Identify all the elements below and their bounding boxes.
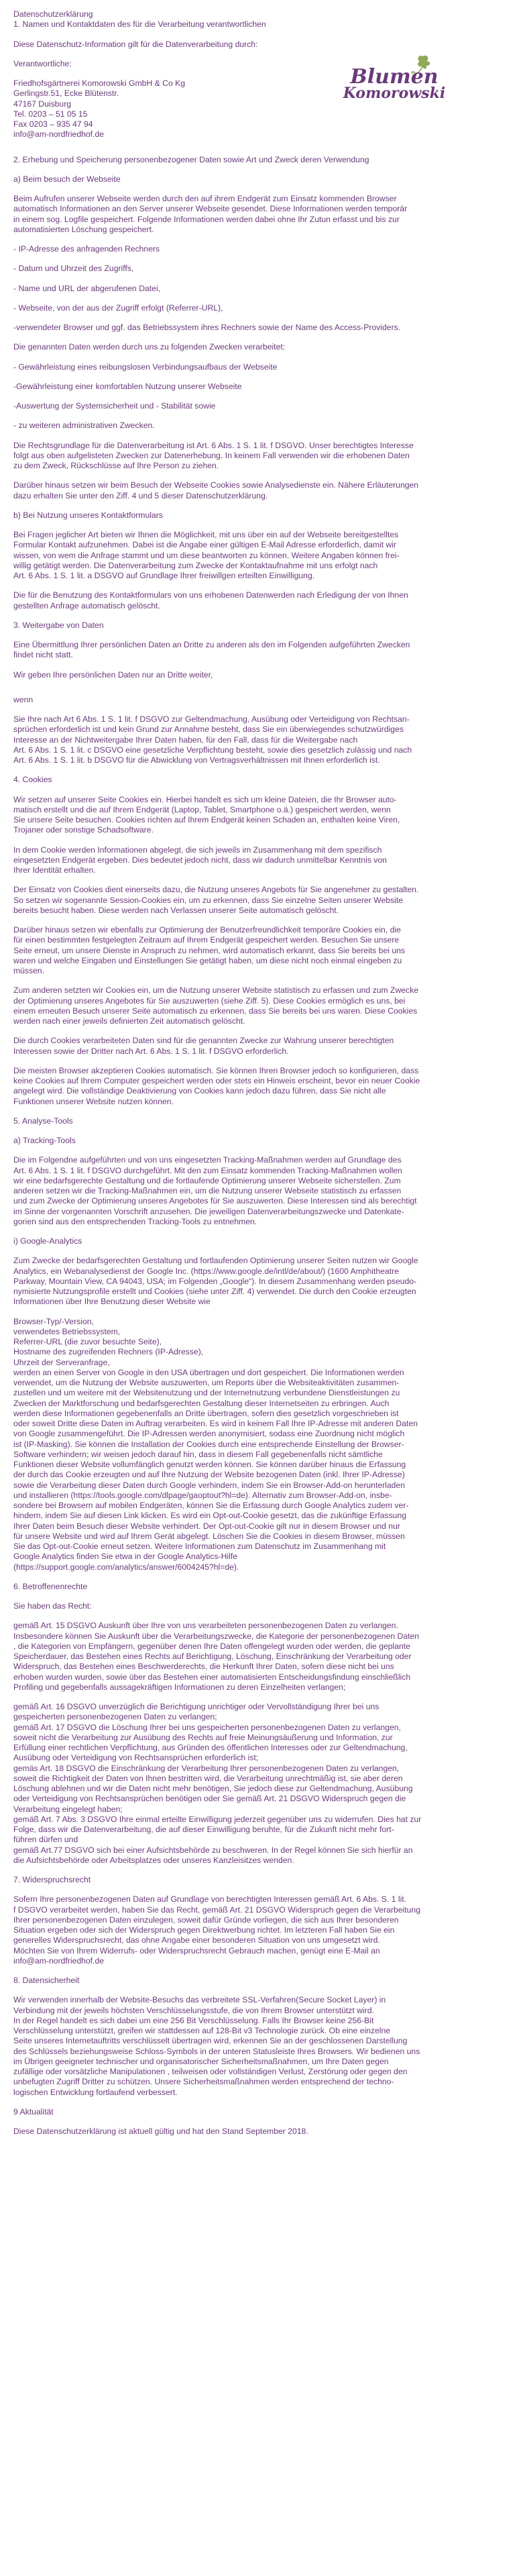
paragraph: Sie Ihre nach Art 6 Abs. 1 S. 1 lit. f DSGVO zur Geltendmachung, Ausübung oder Verteidigung von Rechtsan- sprüchen erforderlich ist und kein Grund zur Annahme besteht, dass Sie ein überwiegendes schutzwürdiges Interesse an der Nichtweitergabe Ihrer Daten haben, für den Fall, dass für die Weitergabe nach Art. 6 Abs. 1 S. 1 lit. c DSGVO eine gesetzliche Verpflichtung besteht, sowie dies gesetzlich zulässig und nach Art. 6 Abs. 1 S. 1 lit. b DSGVO für die Abwicklung von Vertragsverhältnissen mit Ihnen erforderlich ist. — [13, 714, 412, 765]
paragraph: Sofern Ihre personenbezogenen Daten auf Grundlage von berechtigten Interessen gemäß Art. 6 Abs. S. 1 lit. f DSGVO verarbeitet werden, haben Sie das Recht, gemäß Art. 21 DSGVO Widerspruch gegen die Verarbeitung Ihrer personenbezogenen Daten einzulegen, soweit dafür Gründe vorliegen, die sich aus Ihrer besonderen Situation ergeben oder sich der Widerspruch gegen Direktwerbung richtet. Im letzteren Fall haben Sie ein generelles Widerspruchsrecht, das ohne Angabe einer besonderen Situation von uns umgesetzt wird. Möchten Sie von Ihrem Widerrufs- oder Widerspruchsrecht Gebrauch machen, genügt eine E-Mail an info@am-nordfriedhof.de — [13, 1894, 420, 1966]
paragraph: Diese Datenschutzerklärung ist aktuell gültig und hat den Stand September 2018. — [13, 2127, 308, 2136]
paragraph: - Webseite, von der aus der Zugriff erfolgt (Referrer-URL), — [13, 303, 223, 313]
paragraph: 5. Analyse-Tools — [13, 1116, 73, 1126]
paragraph: Wir verwenden innerhalb der Website-Besuchs das verbreitete SSL-Verfahren(Secure Socket Layer) in Verbindung mit der jeweils höchsten Verschlüsselungsstufe, die von Ihrem Browser unterstützt wird. In der Regel handelt es sich dabei um eine 256 Bit Verschlüsselung. Falls Ihr Browser keine 256-Bit Verschlüsselung unterstützt, greifen wir stattdessen auf 128-Bit v3 Technologie zurück. Ob eine einzelne Seite unseres Internetauftritts verschlüsselt übertragen wird, erkennen Sie an der geschlossenen Darstellung des Schlüssels beziehungsweise Schloss-Symbols in der unteren Statusleiste Ihres Browsers. Wir bedienen uns im Übrigen geeigneter technischer und organisatorischer Sicherheitsmaßnahmen, um Ihre Daten gegen zufällige oder vorsätzliche Manipulationen , teilweisen oder vollständigen Verlust, Zerstörung oder gegen den unbefugten Zugriff Dritter zu schützen. Unsere Sicherheitsmaßnahmen werden entsprechend der techno- logischen Entwicklung fortlaufend verbessert. — [13, 1995, 420, 2097]
paragraph: Beim Aufrufen unserer Webseite werden durch den auf ihrem Endgerät zum Einsatz kommenden Browser automatisch Informationen an den Server unserer Webseite gesendet. Diese Informationen werden temporär in einem sog. Logfile gespeichert. Folgende Informationen werden dabei ohne Ihr Zutun erfasst und bis zur automatisierten Löschung gespeichert. — [13, 194, 408, 234]
paragraph: a) Beim besuch der Webseite — [13, 174, 121, 184]
paragraph: gemäß Art. 15 DSGVO Auskunft über Ihre von uns verarbeiteten personenbezogenen Daten zu verlangen. Insbesondere können Sie Auskunft über die Verarbeitungszwecke, die Kategorie der personenbezogenen Daten , die Kategorien von Empfängern, gegenüber denen Ihre Daten offengelegt wurden oder werden, die geplante Speicherdauer, das Bestehen eines Rechts auf Berichtigung, Löschung, Einschränkung der Verarbeitung oder Widerspruch, das Bestehen eines Beschwerderechts, die Herkunft Ihrer Daten, sofern diese nicht bei uns erhoben wurden wurden, sowie über das Bestehen einer automatisierten Entscheidungsfindung einschließlich Profiling und gegebenfalls aussagekräftigen Informationen zu deren Einzelheiten verlangen; — [13, 1621, 420, 1692]
paragraph: Die im Folgendne aufgeführten und von uns eingesetzten Tracking-Maßnahmen werden auf Grundlage des Art. 6 Abs. 1 S. 1 lit. f DSGVO durchgeführt. Mit den zum Einsatz kommenden Tracking-Maßnahmen wollen wir eine bedarfsgerechte Gestaltung und die fortlaufende Optimierung unserer Webseite sicherstellen. Zum anderen setzen wir die Tracking-Maßnahmen ein, um die Nutzung unserer Webseite statistisch zu erfassen und zum Zwecke der Optimierung unseres Angebotes für Sie auszuwerten. Diese Interessen sind als berechtigt im Sinne der vorgenannten Vorschrift anzusehen. Die jeweiligen Datenverarbeitungszwecke und Datenkate- gorien sind aus den entsprechenden Tracking-Tools zu entnehmen. — [13, 1155, 417, 1226]
paragraph: Die durch Cookies verarbeiteten Daten sind für die genannten Zwecke zur Wahrung unserer berechtigten Interessen sowie der Dritter nach Art. 6 Abs. 1 S. 1 lit. f DSGVO erforderlich. — [13, 1036, 394, 1056]
policy-content — [13, 19, 514, 2137]
paragraph: Die meisten Browser akzeptieren Cookies automatisch. Sie können Ihren Browser jedoch so konfigurieren, dass keine Cookies auf Ihrem Computer gespeichert werden oder stets ein Hinweis erscheint, bevor ein neuer Cookie angelegt wird. Die vollständige Deaktivierung von Cookies kann jedoch dazu führen, dass Sie nicht alle Funktionen unserer Website nutzen können. — [13, 1065, 420, 1106]
paragraph: Die genannten Daten werden durch uns zu folgenden Zwecken verarbeitet: — [13, 342, 286, 352]
paragraph: Darüber hinaus setzen wir beim Besuch der Webseite Cookies sowie Analysedienste ein. Nähere Erläuterungen dazu erhalten Sie unter den Ziff. 4 und 5 dieser Datenschutzerklärung. — [13, 480, 419, 500]
paragraph: b) Bei Nutzung unseres Kontaktformulars — [13, 510, 163, 520]
paragraph: -Gewährleistung einer komfortablen Nutzung unserer Webseite — [13, 381, 242, 391]
paragraph: a) Tracking-Tools — [13, 1136, 76, 1145]
paragraph: 7. Widerspruchsrecht — [13, 1875, 91, 1884]
paragraph: -verwendeter Browser und ggf. das Betriebssystem ihres Rechners sowie der Name des Access-Providers. — [13, 323, 401, 332]
paragraph: Zum Zwecke der bedarfsgerechten Gestaltung und fortlaufenden Optimierung unserer Seiten nutzen wir Google Analytics, ein Webanalysedienst der Google Inc. (https://www.google.de/intl/de/about/) (1600 Amphitheatre Parkway, Mountain View, CA 94043, USA; im Folgenden „Google“). In diesem Zusammenhang werden pseudo- nymisierte Nutzungsprofile erstellt und Cookies (siehe unter Ziff. 4) verwendet. Die durch den Cookie erzeugten Informationen über Ihre Benutzung dieser Website wie — [13, 1256, 418, 1307]
paragraph: - IP-Adresse des anfragenden Rechners — [13, 244, 160, 254]
logo-graphic — [341, 54, 448, 101]
paragraph: Die für die Benutzung des Kontaktformulars von uns erhobenen Datenwerden nach Erledigung der von Ihnen gestellten Anfrage automatisch gelöscht. — [13, 590, 408, 610]
paragraph: Die Rechtsgrundlage für die Datenverarbeitung ist Art. 6 Abs. 1 S. 1 lit. f DSGVO. Unser berechtigtes Interesse folgt aus oben aufgelisteten Zwecken zur Datenerhebung. In keinem Fall verwenden wir die erhobenen Daten zu dem Zweck, Rückschlüsse auf Ihre Person zu ziehen. — [13, 440, 414, 470]
paragraph: Verantwortliche: — [13, 58, 72, 68]
paragraph: wenn — [13, 694, 34, 704]
paragraph: Eine Übermittlung Ihrer persönlichen Daten an Dritte zu anderen als den im Folgenden aufgeführten Zwecken findet nicht statt. — [13, 640, 410, 660]
logo-text-line1: Blumen — [350, 65, 438, 89]
company-logo — [341, 54, 448, 101]
paragraph: Browser-Typ/-Version, verwendetes Betriebssystem, Referrer-URL (die zuvor besuchte Seite), Hostname des zugreifenden Rechners (IP-Adresse), Uhrzeit der Serveranfrage, werden an einen Server von Google in den USA übertragen und dort gespeichert. Die Informationen werden verwendet, um die Nutzung der Website auszuwerten, um Reports über die Websiteaktivitäten zusammen- zustellen und um weitere mit der Websitenutzung und der Internetnutzung verbundene Dienstleistungen zu Zwecken der Marktforschung und bedarfsgerechten Gestaltung dieser Internetseiten zu erbringen. Auch werden diese Informationen gegebenenfalls an Dritte übertragen, sofern dies gesetzlich vorgeschrieben ist oder soweit Dritte diese Daten im Auftrag verarbeiten. Es wird in keinem Fall Ihre IP-Adresse mit anderen Daten von Google zusammengeführt. Die IP-Adressen werden anonymisiert, sodass eine Zuordnung nicht möglich ist (IP-Masking). Sie können die Installation der Cookies durch eine entsprechende Einstellung der Browser- Software verhindern; wir weisen jedoch darauf hin, dass in diesem Fall gegebenenfalls nicht sämtliche Funktionen dieser Website vollumfänglich genutzt werden können. Sie können darüber hinaus die Erfassung der durch das Cookie erzeugten und auf Ihre Nutzung der Website bezogenen Daten (inkl. Ihrer IP-Adresse) sowie die Verarbeitung dieser Daten durch Google verhindern, indem Sie ein Browser-Add-on herunterladen und installieren (https://tools.google.com/dlpage/gaoptout?hl=de). Alternativ zum Browser-Add-on, insbe- sondere bei Browsern auf mobilen Endgeräten, können Sie die Erfassung durch Google Analytics zudem ver- hindern, indem Sie auf diesen Link klicken. Es wird ein Opt-out-Cookie gesetzt, das die zukünftige Erfassung Ihrer Daten beim Besuch dieser Website verhindert. Der Opt-out-Cookie gilt nur in diesem Browser und nur für unsere Website und wird auf Ihrem Gerät abgelegt. Löschen Sie die Cookies in diesem Browser, müssen Sie das Opt-out-Cookie erneut setzen. Weitere Informationen zum Datenschutz im Zusammenhang mit Google Analytics finden Sie etwa in der Google Analytics-Hilfe (https://support.google.com/analytics/answer/6004245?hl=de). — [13, 1316, 418, 1572]
page-title: Datenschutzerklärung — [13, 9, 93, 19]
paragraph: 4. Cookies — [13, 775, 52, 785]
paragraph: gemäß Art. 16 DSGVO unverzüglich die Berichtigung unrichtiger oder Vervollständigung Ihrer bei uns gespeicherten personenbezogenen Daten zu verlangen; gemäß Art. 17 DSGVO die Löschung Ihrer bei uns gespeicherten personenbezogenen Daten zu verlangen, soweit nicht die Verarbeitung zur Ausübung des Rechts auf freie Meinungsäußerung und Information, zur Erfüllung einer rechtlichen Verpflichtung, aus Gründen des öffentlichen Interesses oder zur Geltendmachung, Ausübung oder Verteidigung von Rechtsansprüchen erforderlich ist; gemäs Art. 18 DSGVO die Einschränkung der Verarbeitung Ihrer personenbezogenen Daten zu verlangen, soweit die Richtigkeit der Daten von Ihnen bestritten wird, die Verarbeitung unrechtmäßig ist, sie aber deren Löschung ablehnen und wir die Daten nicht mehr benötigen, Sie jedoch diese zur Geltendmachung, Ausübung oder Verteidigung von Rechtsansprüchen benötigen oder Sie gemäß Art. 21 DSGVO Widerspruch gegen die Verarbeitung eingelegt haben; gemäß Art. 7 Abs. 3 DSGVO Ihre einmal erteilte Einwilligung jederzeit gegenüber uns zu widerrufen. Dies hat zur Folge, dass wir die Datenverarbeitung, die auf dieser Einwilligung beruhte, für die Zukunft nicht mehr fort- führen dürfen und gemäß Art.77 DSGVO sich bei einer Aufsichtsbehörde zu beschweren. In der Regel können Sie sich hierfür an die Aufsichtsbehörde oder Arbeitsplatzes oder unseres Kanzleisitzes wenden. — [13, 1702, 422, 1865]
paragraph: -Auswertung der Systemsicherheit und - Stabilität sowie — [13, 401, 216, 411]
paragraph: Sie haben das Recht: — [13, 1601, 92, 1611]
logo-text-line2: Komorowski — [343, 85, 446, 101]
paragraph: 1. Namen und Kontaktdaten des für die Verarbeitung verantwortlichen — [13, 19, 266, 30]
paragraph: 2. Erhebung und Speicherung personenbezogener Daten sowie Art und Zweck deren Verwendung — [13, 154, 369, 164]
paragraph: Friedhofsgärtnerei Komorowski GmbH & Co Kg Gerlingstr.51, Ecke Blütenstr. 47167 Duisburg Tel. 0203 – 51 05 15 Fax 0203 – 935 47 94 info@am-nordfriedhof.de — [13, 78, 186, 140]
paragraph: i) Google-Analytics — [13, 1236, 82, 1246]
paragraph: Bei Fragen jeglicher Art bieten wir Ihnen die Möglichkeit, mit uns über ein auf der Webseite bereitgestelltes Formular Kontakt aufzunehmen. Dabei ist die Angabe einer gültigen E-Mail Adresse erforderlich, damit wir wissen, von wem die Anfrage stammt und um diese beantworten zu können. Weitere Angaben können frei- willig getätigt werden. Die Datenverarbeitung zum Zwecke der Kontaktaufnahme mit uns erfolgt nach Art. 6 Abs. 1 S. 1 lit. a DSGVO auf Grundlage Ihrer freiwillgen erteilten Einwilligung. — [13, 530, 400, 580]
paragraph: 8. Datensicherheit — [13, 1976, 80, 1985]
paragraph: Darüber hinaus setzen wir ebenfalls zur Optimierung der Benutzerfreundlichkeit temporäre Cookies ein, die für einen bestimmten festgelegten Zeitraum auf Ihrem Endgerät gespeichert werden. Besuchen Sie unsere Seite erneut, um unsere Dienste in Anspruch zu nehmen, wird automatisch erkannt, dass Sie bereits bei uns waren und welche Eingaben und Einstellungen Sie getätigt haben, um diese nicht noch einmal eingeben zu müssen. — [13, 925, 405, 975]
paragraph: Wir geben Ihre persönlichen Daten nur an Dritte weiter, — [13, 669, 213, 680]
paragraph: 6. Betroffenenrechte — [13, 1581, 88, 1591]
paragraph: 9 Aktualität — [13, 2106, 54, 2116]
paragraph: Diese Datenschutz-Information gilt für die Datenverarbeitung durch: — [13, 39, 258, 49]
paragraph: - zu weiteren administrativen Zwecken. — [13, 421, 155, 431]
paragraph: - Name und URL der abgerufenen Datei, — [13, 283, 161, 293]
paragraph: Der Einsatz von Cookies dient einerseits dazu, die Nutzung unseres Angebots für Sie angenehmer zu gestalten. So setzen wir sogenannte Session-Cookies ein, um zu erkennen, dass Sie einzelne Seiten unserer Website bereits besucht haben. Diese werden nach Verlassen unserer Seite automatisch gelöscht. — [13, 885, 419, 915]
paragraph: Zum anderen setzten wir Cookies ein, um die Nutzung unserer Website statistisch zu erfassen und zum Zwecke der Optimierung unseres Angebotes für Sie auszuwerten (siehe Ziff. 5). Diese Cookies ermöglich es uns, bei einem erneuten Besuch unserer Seite automatisch zu erkennen, dass Sie bereits bei uns waren. Diese Cookies werden nach einer jeweils definierten Zeit automatisch gelöscht. — [13, 985, 419, 1026]
paragraph: 3. Weitergabe von Daten — [13, 620, 104, 630]
paragraph: In dem Cookie werden Informationen abgelegt, die sich jeweils im Zusammenhang mit dem spezifisch eingesetzten Endgerät ergeben. Dies bedeutet jedoch nicht, dass wir dadurch unmittelbar Kenntnis von Ihrer Identität erhalten. — [13, 845, 387, 875]
paragraph: - Gewährleistung eines reibungslosen Verbindungsaufbaus der Webseite — [13, 362, 278, 372]
paragraph: Wir setzen auf unserer Seite Cookies ein. Hierbei handelt es sich um kleine Dateien, die Ihr Browser auto- matisch erstellt und die auf Ihrem Endgerät (Laptop, Tablet, Smartphone o.ä.) gespeichert werden, wenn Sie unsere Seite besuchen. Cookies richten auf Ihrem Endgerät keinen Schaden an, enthalten keine Viren, Trojaner oder sonstige Schadsoftware. — [13, 794, 400, 835]
paragraph: - Datum und Uhrzeit des Zugriffs, — [13, 264, 134, 274]
